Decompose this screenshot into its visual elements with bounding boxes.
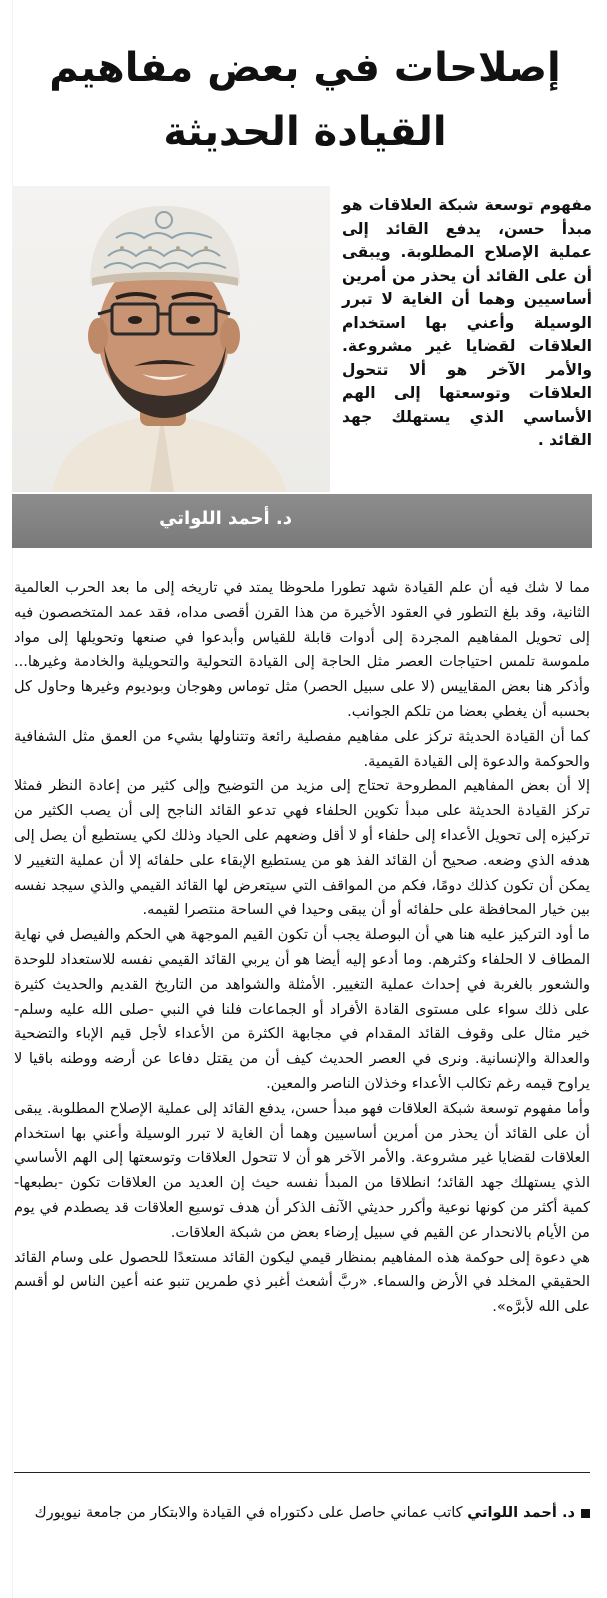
paragraph: مما لا شك فيه أن علم القيادة شهد تطورا ملحوظا يمتد في تاريخه إلى ما بعد الحرب العالمية الثانية، وقد بلغ التطور في العقود الأخيرة من هذا القرن أقصى مداه، فقد عمد المتخصصون فيه إلى تحويل المفاهيم المجردة إلى أدوات قابلة للقياس وأبدعوا في صنعها وتحويلها إلى مواد ملموسة تلمس احتياجات العصر مثل الحاجة إلى القيادة التحولية والتحويلية والخادمة وغيرها... وأذكر هنا بعض المقاييس (لا على سبيل الحصر) مثل توماس وهوجان وبوديوم وغيرها وحاول كل بحسبه أن يغطي بعضا من تلكم الجوانب. [14,579,590,720]
square-bullet-icon [581,1509,590,1518]
article-title [40,36,570,164]
paragraph: وأما مفهوم توسعة شبكة العلاقات فهو مبدأ حسن، يدفع القائد إلى عملية الإصلاح المطلوبة. يبقى أن على القائد أن يحذر من أمرين أساسيين وهما أن الغاية لا تبرر الوسيلة وأعني بها استخدام العلاقات لقضايا غير مشروعة. والأمر الآخر هو أن لا تتحول العلاقات وتوسعتها إلى الهم الأساسي الذي يستهلك جهد القائد؛ انطلاقا من المبدأ نفسه حيث إن العديد من العلاقات تكون -بطبعها- كمية أكثر من كونها نوعية وأكرر حديثي الآنف الذكر أن هدف توسيع العلاقات قد يصطدم في يوم من الأيام بالانحدار عن القيم في سبيل إرضاء بعض من شبكة العلاقات. [14,1099,590,1241]
article-body [14,576,590,1320]
author-bar [12,494,592,548]
title-line-1: إصلاحات في بعض مفاهيم [49,45,561,91]
title-line-2: القيادة الحديثة [163,109,447,155]
paragraph: ما أود التركيز عليه هنا هي أن البوصلة يجب أن تكون القيم الموجهة هي الحكم والفيصل في نهاية المطاف لا الحلفاء وكثرهم. وما أدعو إليه أيضا هو أن يربي القائد القيمي نفسه للاستعداد للوحدة والشعور بالغربة في إحداث عملية التغيير. الأمثلة والشواهد من التاريخ القديم والحديث كثيرة على ذلك سواء على مستوى القادة الأفراد أو الجماعات فلنا في النبي -صلى الله عليه وسلم- خير مثال على وقوف القائد المقدام في مجابهة الكثرة من الأعداء لأجل قيم الإباء والتضحية والعدالة والإنسانية. ونرى في العصر الحديث كيف أن من يقتل دفاعا عن أرضه ووطنه باقيا لا يراوح قيمه رغم تكالب الأعداء وخذلان الناصر والمعين. [14,926,590,1092]
lead-quote: مفهوم توسعة شبكة العلاقات هو مبدأ حسن، يدفع القائد إلى عملية الإصلاح المطلوبة. ويبقى أن على القائد أن يحذر من أمرين أساسيين وهما أن الغاية لا تبرر الوسيلة وأعني بها استخدام العلاقات لقضايا غير مشروعة. والأمر الآخر هو ألا تتحول العلاقات وتوسعتها إلى الهم الأساسي الذي يستهلك جهد القائد . [342,196,592,449]
author-bio [14,1500,590,1526]
bio-text: كاتب عماني حاصل على دكتوراه في القيادة والابتكار من جامعة نيويورك [34,1504,468,1521]
author-photo [12,186,330,492]
hero-section [12,186,592,492]
author-name: د. أحمد اللواتي [159,508,292,529]
author-portrait-icon [12,186,330,492]
paragraph: إلا أن بعض المفاهيم المطروحة تحتاج إلى مزيد من التوضيح وإلى كثير من إعادة النظر فمثلا تركز القيادة الحديثة على مبدأ تكوين الحلفاء فهي تدعو القائد الناجح إلى أن يصب الكثير من تركيزه إلى تحويل الأعداء إلى حلفاء أو لا أقل وضعهم على الحياد وذلك لكي يستطيع أن يصل إلى هدفه الذي وضعه. صحيح أن القائد الفذ هو من يستطيع الإبقاء على حلفائه إلا أن عملية التغيير لا يمكن أن تكون كذلك دومًا، فكم من المواقف التي سيتعرض لها القائد القيمي والذي سيجد نفسه بين خيار المحافظة على حلفائه أو أن يبقى وحيدا في الساحة منتصرا لقيمه. [14,777,590,919]
paragraph: هي دعوة إلى حوكمة هذه المفاهيم بمنظار قيمي ليكون القائد مستعدًا للحصول على وسام القائد الحقيقي المخلد في الأرض والسماء. «ربَّ أشعث أغبر ذي طمرين تنبو عنه أعين الناس لو أقسم على الله لأبرَّه». [14,1248,590,1316]
bio-name: د. أحمد اللواتي [467,1504,575,1521]
paragraph: كما أن القيادة الحديثة تركز على مفاهيم مفصلية رائعة وتتناولها بشيء من العمق مثل الشفافية والحوكمة والدعوة إلى القيادة القيمية. [14,727,590,770]
divider [14,1472,590,1473]
